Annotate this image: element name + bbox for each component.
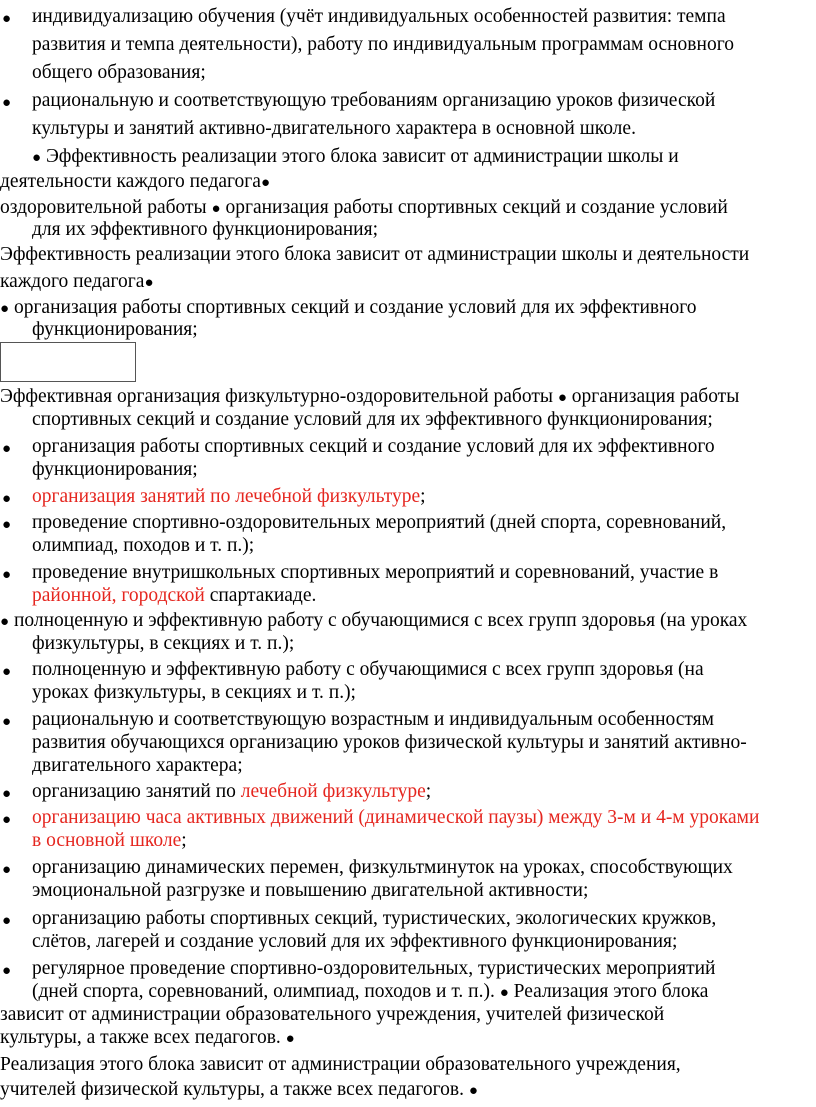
text-line: организация занятий по лечебной физкультуре; [32,486,426,507]
text-line: спортивных секций и создание условий для их эффективного функционирования; [32,409,713,430]
bullet-icon: ● [2,812,12,828]
text-line: организацию занятий по лечебной физкультуре; [32,781,432,802]
text-line: культуры и занятий активно-двигательного характера в основной школе. [32,118,636,139]
text-line: ● организация работы спортивных секций и создание условий для их эффективного [0,297,697,318]
text-line: функционирования; [32,319,198,340]
bullet-icon: ● [2,567,12,583]
bullet-icon: ● [2,517,12,533]
bullet-icon: ● [2,664,12,680]
text-line: полноценную и эффективную работу с обучающимися с всех групп здоровья (на [32,659,704,680]
bullet-icon: ● [285,1031,295,1047]
text-line: в основной школе; [32,830,187,851]
bullet-icon: ● [0,301,10,317]
text-line: организацию часа активных движений (динамической паузы) между 3-м и 4-м уроками [32,807,760,828]
text-line: культуры, а также всех педагогов. ● [0,1027,295,1048]
text-line: физкультуры, в секциях и т. п.); [32,633,295,654]
text-line: олимпиад, походов и т. п.); [32,535,255,556]
text-line: общего образования; [32,62,206,83]
text-line: регулярное проведение спортивно-оздоровительных, туристических мероприятий [32,958,716,979]
text-line: развития обучающихся организацию уроков физической культуры и занятий активно- [32,732,747,753]
text-line: каждого педагога● [0,271,154,292]
text-line: организация работы спортивных секций и создание условий для их эффективного [32,436,715,457]
bullet-icon: ● [2,862,12,878]
bullet-icon: ● [2,786,12,802]
text-line: уроках физкультуры, в секциях и т. п.); [32,682,356,703]
bullet-icon: ● [32,150,42,166]
text-line: зависит от администрации образовательного учреждения, учителей физической [0,1004,665,1025]
text-line: оздоровительной работы ● организация работы спортивных секций и создание условий [0,197,728,218]
empty-frame [0,342,136,382]
bullet-icon: ● [211,201,221,217]
text-line: эмоциональной разгрузке и повышению двигательной активности; [32,880,589,901]
bullet-icon: ● [2,11,12,27]
text-line: слётов, лагерей и создание условий для их эффективного функционирования; [32,931,678,952]
text-line: развития и темпа деятельности), работу по индивидуальным программам основного [32,34,734,55]
bullet-icon: ● [499,985,509,1001]
text-line: организацию работы спортивных секций, туристических, экологических кружков, [32,908,717,929]
text-line: рациональную и соответствующую возрастным и индивидуальным особенностям [32,709,714,730]
bullet-icon: ● [557,390,567,406]
text-line: Эффективность реализации этого блока зависит от администрации школы и деятельности [0,244,750,265]
text-line: учителей физической культуры, а также всех педагогов. ● [0,1079,478,1100]
text-line: районной, городской спартакиаде. [32,585,317,606]
text-line: проведение внутришкольных спортивных мероприятий и соревнований, участие в [32,562,719,583]
bullet-icon: ● [260,175,271,191]
text-line: деятельности каждого педагога● [0,171,271,192]
text-line: организацию динамических перемен, физкультминуток на уроках, способствующих [32,857,733,878]
text-line: Эффективная организация физкультурно-оздоровительной работы ● организация работы [0,386,740,407]
text-line: проведение спортивно-оздоровительных мероприятий (дней спорта, соревнований, [32,512,727,533]
text-line: ● полноценную и эффективную работу с обучающимися с всех групп здоровья (на уроках [0,610,748,631]
bullet-icon: ● [2,95,12,111]
bullet-icon: ● [144,275,154,291]
text-line: функционирования; [32,459,198,480]
text-line: рациональную и соответствующую требованиям организацию уроков физической [32,90,716,111]
bullet-icon: ● [2,913,12,929]
text-line: двигательного характера; [32,755,243,776]
bullet-icon: ● [2,714,12,730]
text-line: Реализация этого блока зависит от администрации образовательного учреждения, [0,1054,681,1075]
text-line: ● Эффективность реализации этого блока зависит от администрации школы и [32,146,679,167]
bullet-icon: ● [0,614,10,630]
text-line: (дней спорта, соревнований, олимпиад, походов и т. п.). ● Реализация этого блока [32,981,709,1002]
text-line: для их эффективного функционирования; [32,219,378,240]
text-line: индивидуализацию обучения (учёт индивидуальных особенностей развития: темпа [32,6,726,27]
bullet-icon: ● [2,491,12,507]
bullet-icon: ● [468,1083,478,1099]
bullet-icon: ● [2,963,12,979]
bullet-icon: ● [2,441,12,457]
